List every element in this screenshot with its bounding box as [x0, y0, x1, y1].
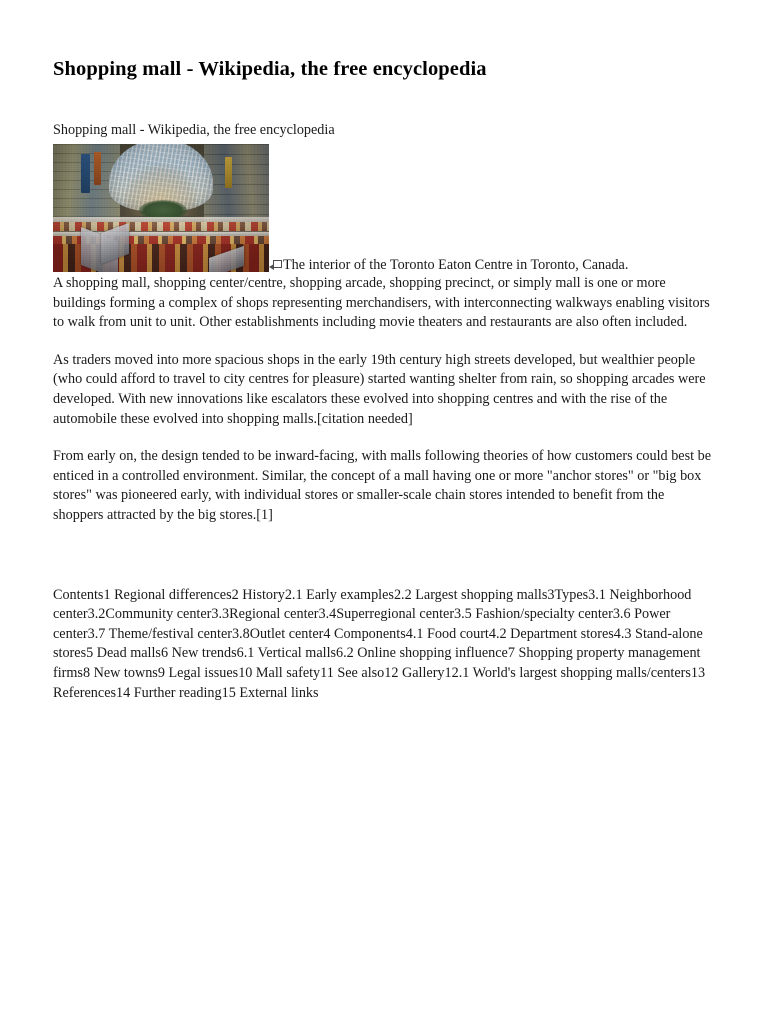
- enlarge-icon-arrow: [269, 264, 274, 270]
- body-paragraph-2: As traders moved into more spacious shops in the early 19th century high streets developed, but wealthier people (who could afford to travel to city centres for pleasure) started wanting shelter from rain, so shopping arcades were developed. With new innovations like escalators these evolved into shopping centres and with the rise of the automobile these evolved into shopping malls.[citation needed]: [53, 351, 706, 427]
- page-title: Shopping mall - Wikipedia, the free encyclopedia: [53, 58, 487, 80]
- document-subtitle: Shopping mall - Wikipedia, the free encyclopedia: [53, 122, 335, 138]
- body-paragraph-1: A shopping mall, shopping center/centre, shopping arcade, shopping precinct, or simply mall is one or more buildings forming a complex of shops representing merchandisers, with interconnecting walkways enabling visitors to walk from unit to unit. Other establishments including movie theaters and restaurants are also often included.: [53, 275, 710, 331]
- photo-vignette-overlay: [53, 144, 269, 272]
- document-content-column: [53, 0, 713, 703]
- table-of-contents[interactable]: Contents1 Regional differences2 History2.1 Early examples2.2 Largest shopping malls3Types3.1 Neighborhood center3.2Community center3.3Regional center3.4Superregional center3.5 Fashion/specialty center3.6 Power center3.7 Theme/festival center3.8Outlet center4 Components4.1 Food court4.2 Department stores4.3 Stand-alone stores5 Dead malls6 New trends6.1 Vertical malls6.2 Online shopping influence7 Shopping property management firms8 New towns9 Legal issues10 Mall safety11 See also12 Gallery12.1 World's largest shopping malls/centers13 References14 Further reading15 External links: [53, 586, 706, 701]
- figure-block: [53, 139, 713, 333]
- enlarge-icon[interactable]: [269, 260, 282, 271]
- mall-interior-photo: [53, 144, 269, 272]
- body-paragraph-3: From early on, the design tended to be inward-facing, with malls following theories of how customers could best be enticed in a controlled environment. Similar, the concept of a mall having one or more "anchor stores" or "big box stores" was pioneered early, with individual stores or smaller-scale chain stores intended to benefit from the shoppers attracted by the big stores.[1]: [53, 448, 711, 523]
- enlarge-icon-frame: [273, 260, 282, 268]
- figure-caption-text: The interior of the Toronto Eaton Centre in Toronto, Canada.: [283, 257, 629, 273]
